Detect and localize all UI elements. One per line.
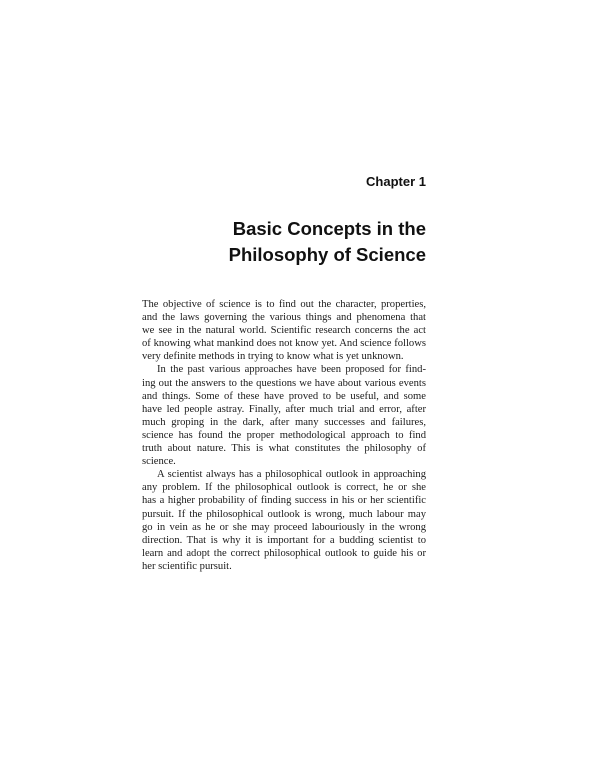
text-line: very definite methods in trying to know what is yet unknown. [142, 351, 404, 363]
text-line: of knowing what mankind does not know yet. And science follows [142, 338, 426, 350]
text-line: In the past various approaches have been proposed for find- [157, 364, 426, 376]
paragraph-2 [142, 363, 426, 468]
text-line: science has found the proper methodological approach to find [142, 429, 426, 441]
text-line: A scientist always has a philosophical outlook in approaching [157, 469, 426, 481]
chapter-title [126, 216, 426, 268]
text-line: and the laws governing the various things and phenomena that [142, 312, 426, 324]
text-line: truth about nature. This is what constitutes the philosophy of [142, 443, 426, 455]
text-line: her scientific pursuit. [142, 560, 232, 572]
text-line: we see in the natural world. Scientific research concerns the act [142, 325, 426, 337]
body-text [142, 298, 426, 573]
chapter-title-line: Philosophy of Science [228, 244, 426, 265]
text-line: much groping in the dark, after many successes and failures, [142, 416, 426, 428]
paragraph-3 [142, 468, 426, 573]
text-line: pursuit. If the philosophical outlook is wrong, much labour may [142, 508, 426, 520]
text-line: learn and adopt the correct philosophical outlook to guide his or [142, 547, 426, 559]
text-line: and things. Some of these have proved to be useful, and some [142, 390, 426, 402]
chapter-number-label: Chapter 1 [366, 174, 426, 189]
text-line: go in vein as he or she may proceed labouriously in the wrong [142, 521, 426, 533]
text-line: direction. That is why it is important for a budding scientist to [142, 534, 426, 546]
paragraph-1 [142, 298, 426, 363]
text-line: ing out the answers to the questions we have about various events [142, 377, 426, 389]
text-line: any problem. If the philosophical outlook is correct, he or she [142, 482, 426, 494]
text-line: has a higher probability of finding success in his or her scientific [142, 495, 426, 507]
chapter-title-line: Basic Concepts in the [232, 218, 426, 239]
text-line: The objective of science is to find out the character, properties, [142, 299, 426, 310]
text-line: have led people astray. Finally, after much trial and error, after [142, 403, 426, 415]
text-line: science. [142, 456, 176, 468]
